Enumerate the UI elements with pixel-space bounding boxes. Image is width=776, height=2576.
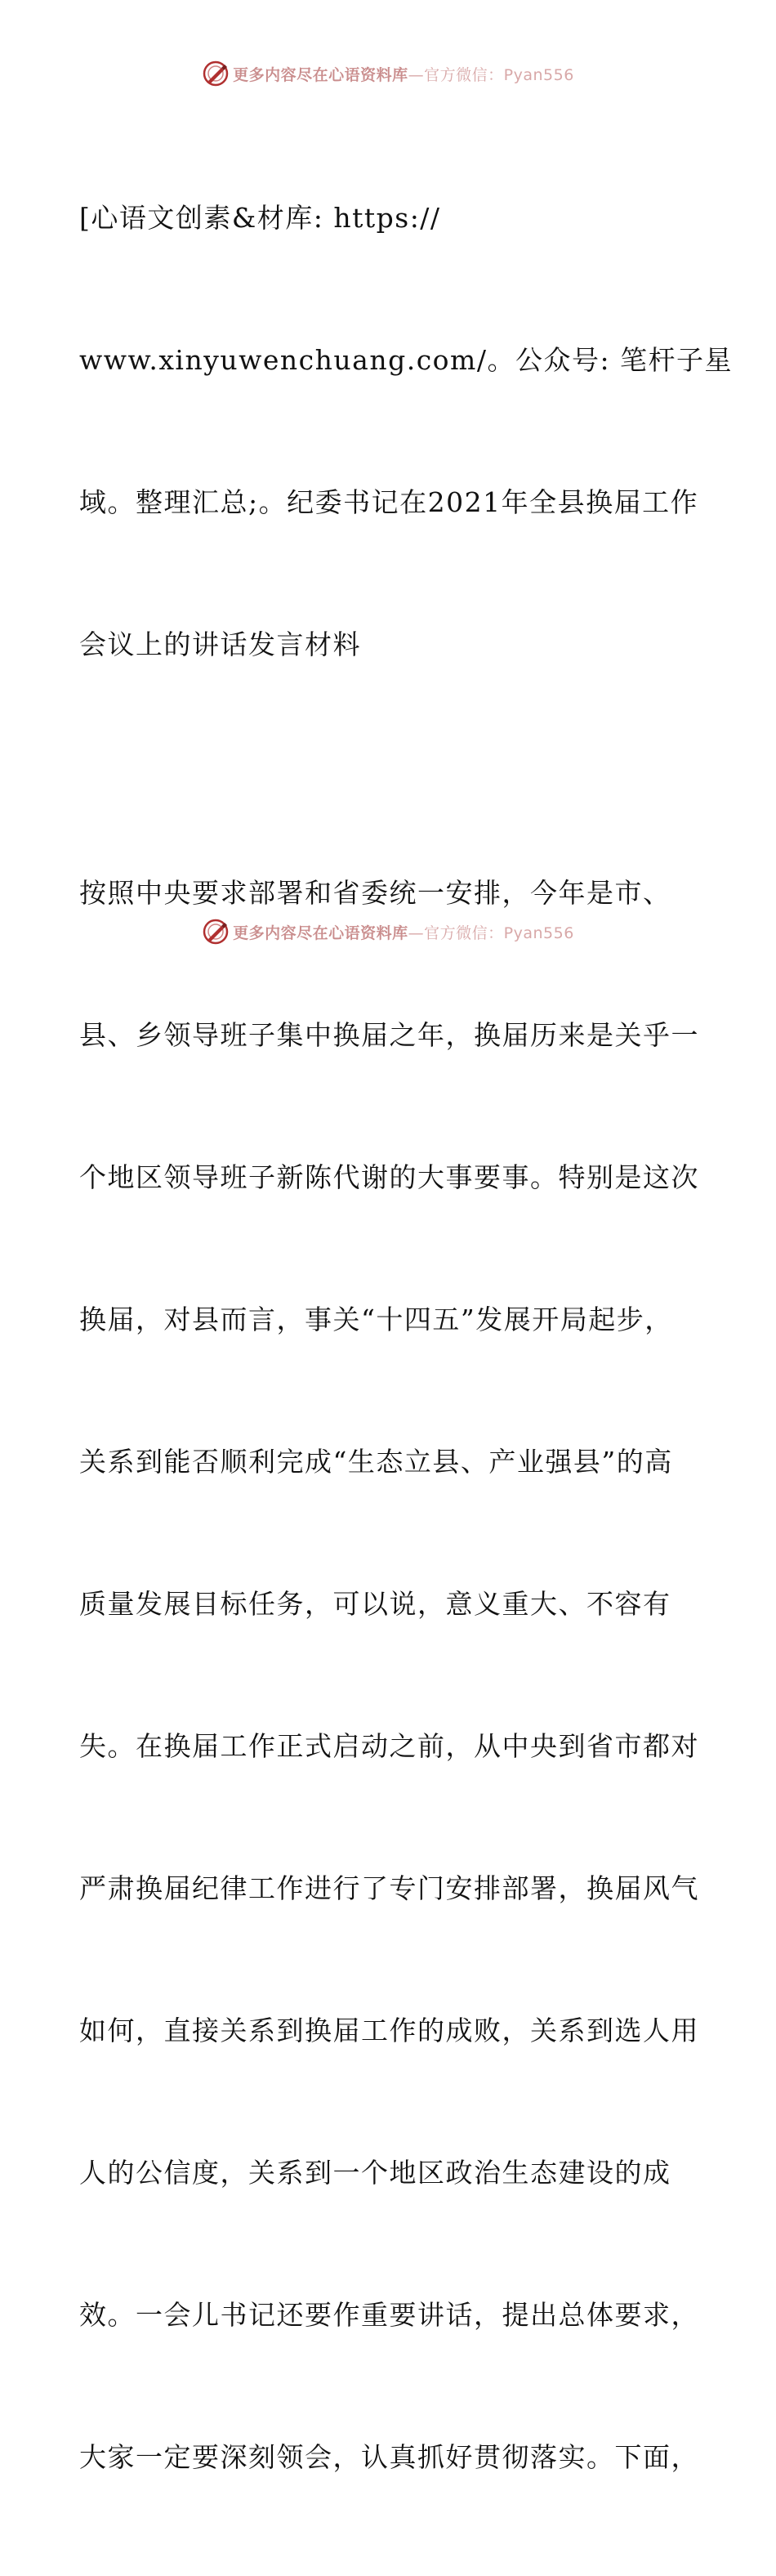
paragraph-line: 人的公信度，关系到一个地区政治生态建设的成 [79, 2157, 671, 2189]
watermark-highlight: 更多内容尽在心语资料库 [233, 65, 408, 84]
watermark-rest: —官方微信：Pyan556 [408, 65, 574, 84]
watermark-banner-bottom [0, 915, 776, 948]
logo-icon [202, 918, 230, 946]
header-line: [心语文创素&材库: https:// [79, 202, 441, 234]
header-line: 会议上的讲话发言材料 [79, 628, 361, 660]
header-line: 域。整理汇总;。纪委书记在2021年全县换届工作 [79, 486, 699, 518]
watermark-text [233, 63, 574, 85]
header-line: www.xinyuwenchuang.com/。公众号: 笔杆子星 [79, 344, 734, 376]
paragraph-line: 个地区领导班子新陈代谢的大事要事。特别是这次 [79, 1161, 699, 1193]
paragraph-line: 严肃换届纪律工作进行了专门安排部署，换届风气 [79, 1872, 699, 1904]
paragraph-line: 如何，直接关系到换届工作的成败，关系到选人用 [79, 2015, 699, 2046]
paragraph-line: 大家一定要深刻领会，认真抓好贯彻落实。下面， [79, 2441, 699, 2473]
paragraph-line: 县、乡领导班子集中换届之年，换届历来是关乎一 [79, 1019, 699, 1051]
paragraph-line: 换届，对县而言，事关“十四五”发展开局起步， [79, 1304, 673, 1335]
watermark-highlight: 更多内容尽在心语资料库 [233, 924, 408, 942]
document-header [79, 100, 734, 763]
paragraph-line: 质量发展目标任务，可以说，意义重大、不容有 [79, 1588, 671, 1620]
document-body [79, 100, 734, 2576]
watermark-rest: —官方微信：Pyan556 [408, 924, 574, 942]
paragraph-line: 失。在换届工作正式启动之前，从中央到省市都对 [79, 1730, 699, 1762]
paragraph-line: 关系到能否顺利完成“生态立县、产业强县”的高 [79, 1446, 673, 1478]
document-paragraph [79, 775, 700, 2576]
paragraph-line: 按照中央要求部署和省委统一安排，今年是市、 [79, 877, 671, 909]
logo-icon [202, 60, 230, 87]
watermark-banner-top [0, 57, 776, 90]
watermark-content [202, 918, 574, 946]
watermark-text [233, 921, 574, 943]
watermark-content [202, 60, 574, 87]
paragraph-line: 效。一会儿书记还要作重要讲话，提出总体要求， [79, 2299, 699, 2331]
